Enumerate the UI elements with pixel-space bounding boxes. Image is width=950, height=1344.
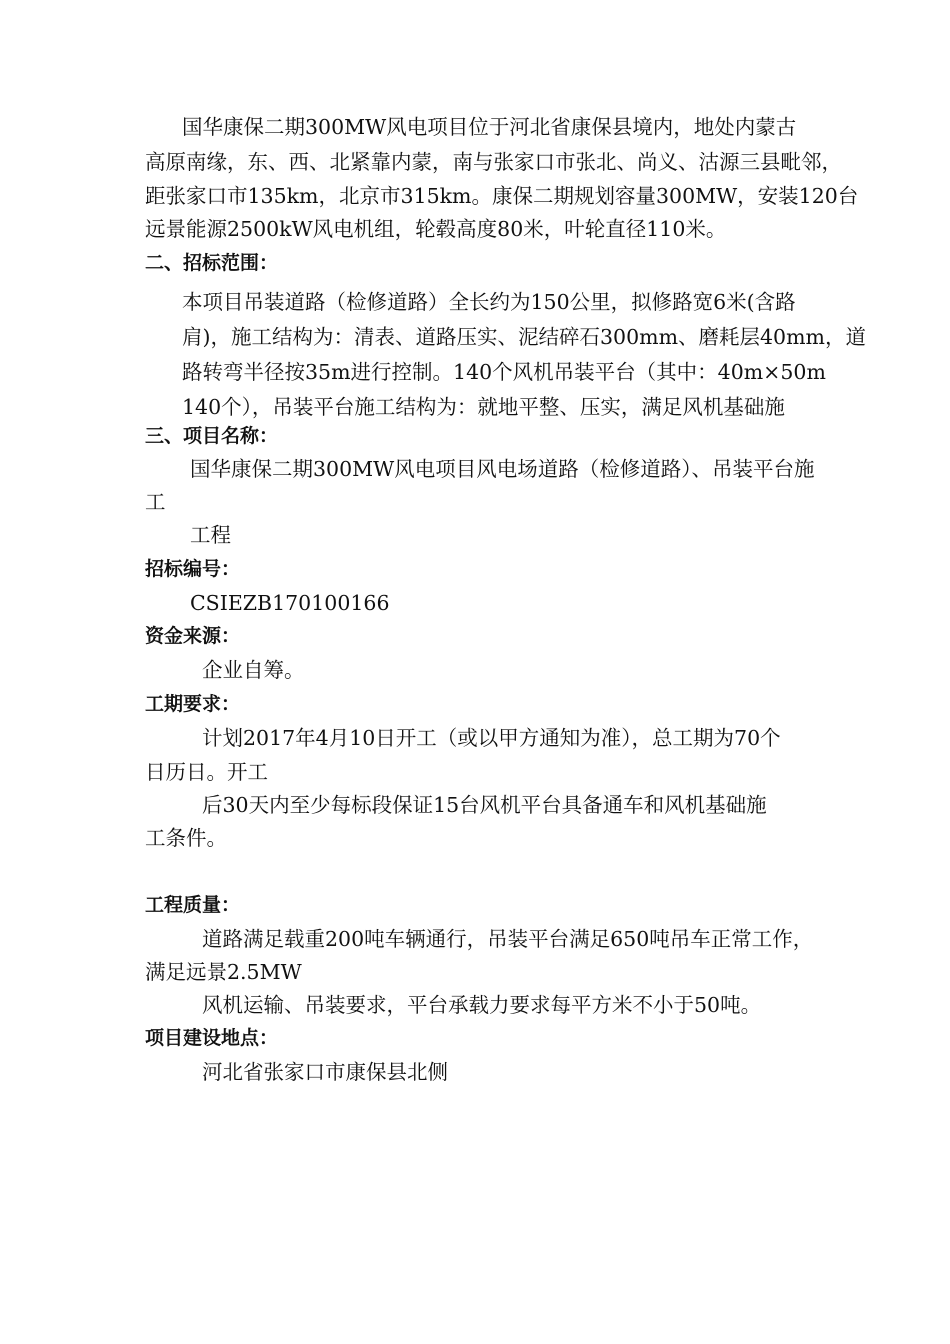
- name-line-2: 工: [145, 490, 166, 514]
- location-value: 河北省张家口市康保县北侧: [202, 1060, 448, 1084]
- quality-line-1: 道路满足载重200吨车辆通行，吊装平台满足650吨吊车正常工作，: [202, 927, 814, 951]
- name-line-1: 国华康保二期300MW风电项目风电场道路（检修道路）、吊装平台施: [190, 457, 815, 481]
- bid-number-value: CSIEZB170100166: [190, 591, 390, 615]
- quality-heading: 工程质量：: [145, 894, 241, 916]
- name-line-3: 工程: [190, 523, 231, 547]
- quality-line-3: 风机运输、吊装要求，平台承载力要求每平方米不小于50吨。: [202, 993, 762, 1017]
- quality-line-2: 满足远景2.5MW: [145, 960, 302, 984]
- scope-line-3: 路转弯半径按35m进行控制。140个风机吊装平台（其中：40m×50m: [182, 360, 826, 384]
- intro-line-4: 远景能源2500kW风电机组，轮毂高度80米，叶轮直径110米。: [145, 217, 727, 241]
- scope-line-2: 肩)，施工结构为：清表、道路压实、泥结碎石300mm、磨耗层40mm，道: [182, 325, 866, 349]
- name-heading: 三、项目名称：: [145, 425, 279, 447]
- intro-line-1: 国华康保二期300MW风电项目位于河北省康保县境内，地处内蒙古: [182, 115, 797, 139]
- funding-heading: 资金来源：: [145, 625, 241, 647]
- funding-value: 企业自筹。: [202, 658, 305, 682]
- intro-line-3: 距张家口市135km，北京市315km。康保二期规划容量300MW，安装120台: [145, 184, 859, 208]
- intro-line-2: 高原南缘，东、西、北紧靠内蒙，南与张家口市张北、尚义、沽源三县毗邻，: [145, 150, 842, 174]
- location-heading: 项目建设地点：: [145, 1027, 279, 1049]
- scope-line-1: 本项目吊装道路（检修道路）全长约为150公里，拟修路宽6米(含路: [182, 290, 796, 314]
- schedule-line-2: 日历日。开工: [145, 760, 268, 784]
- schedule-heading: 工期要求：: [145, 693, 241, 715]
- schedule-line-4: 工条件。: [145, 826, 227, 850]
- scope-heading: 二、招标范围：: [145, 252, 279, 274]
- bid-number-heading: 招标编号：: [145, 558, 241, 580]
- schedule-line-1: 计划2017年4月10日开工（或以甲方通知为准），总工期为70个: [202, 726, 781, 750]
- schedule-line-3: 后30天内至少每标段保证15台风机平台具备通车和风机基础施: [202, 793, 767, 817]
- scope-line-4: 140个），吊装平台施工结构为：就地平整、压实，满足风机基础施: [182, 395, 785, 419]
